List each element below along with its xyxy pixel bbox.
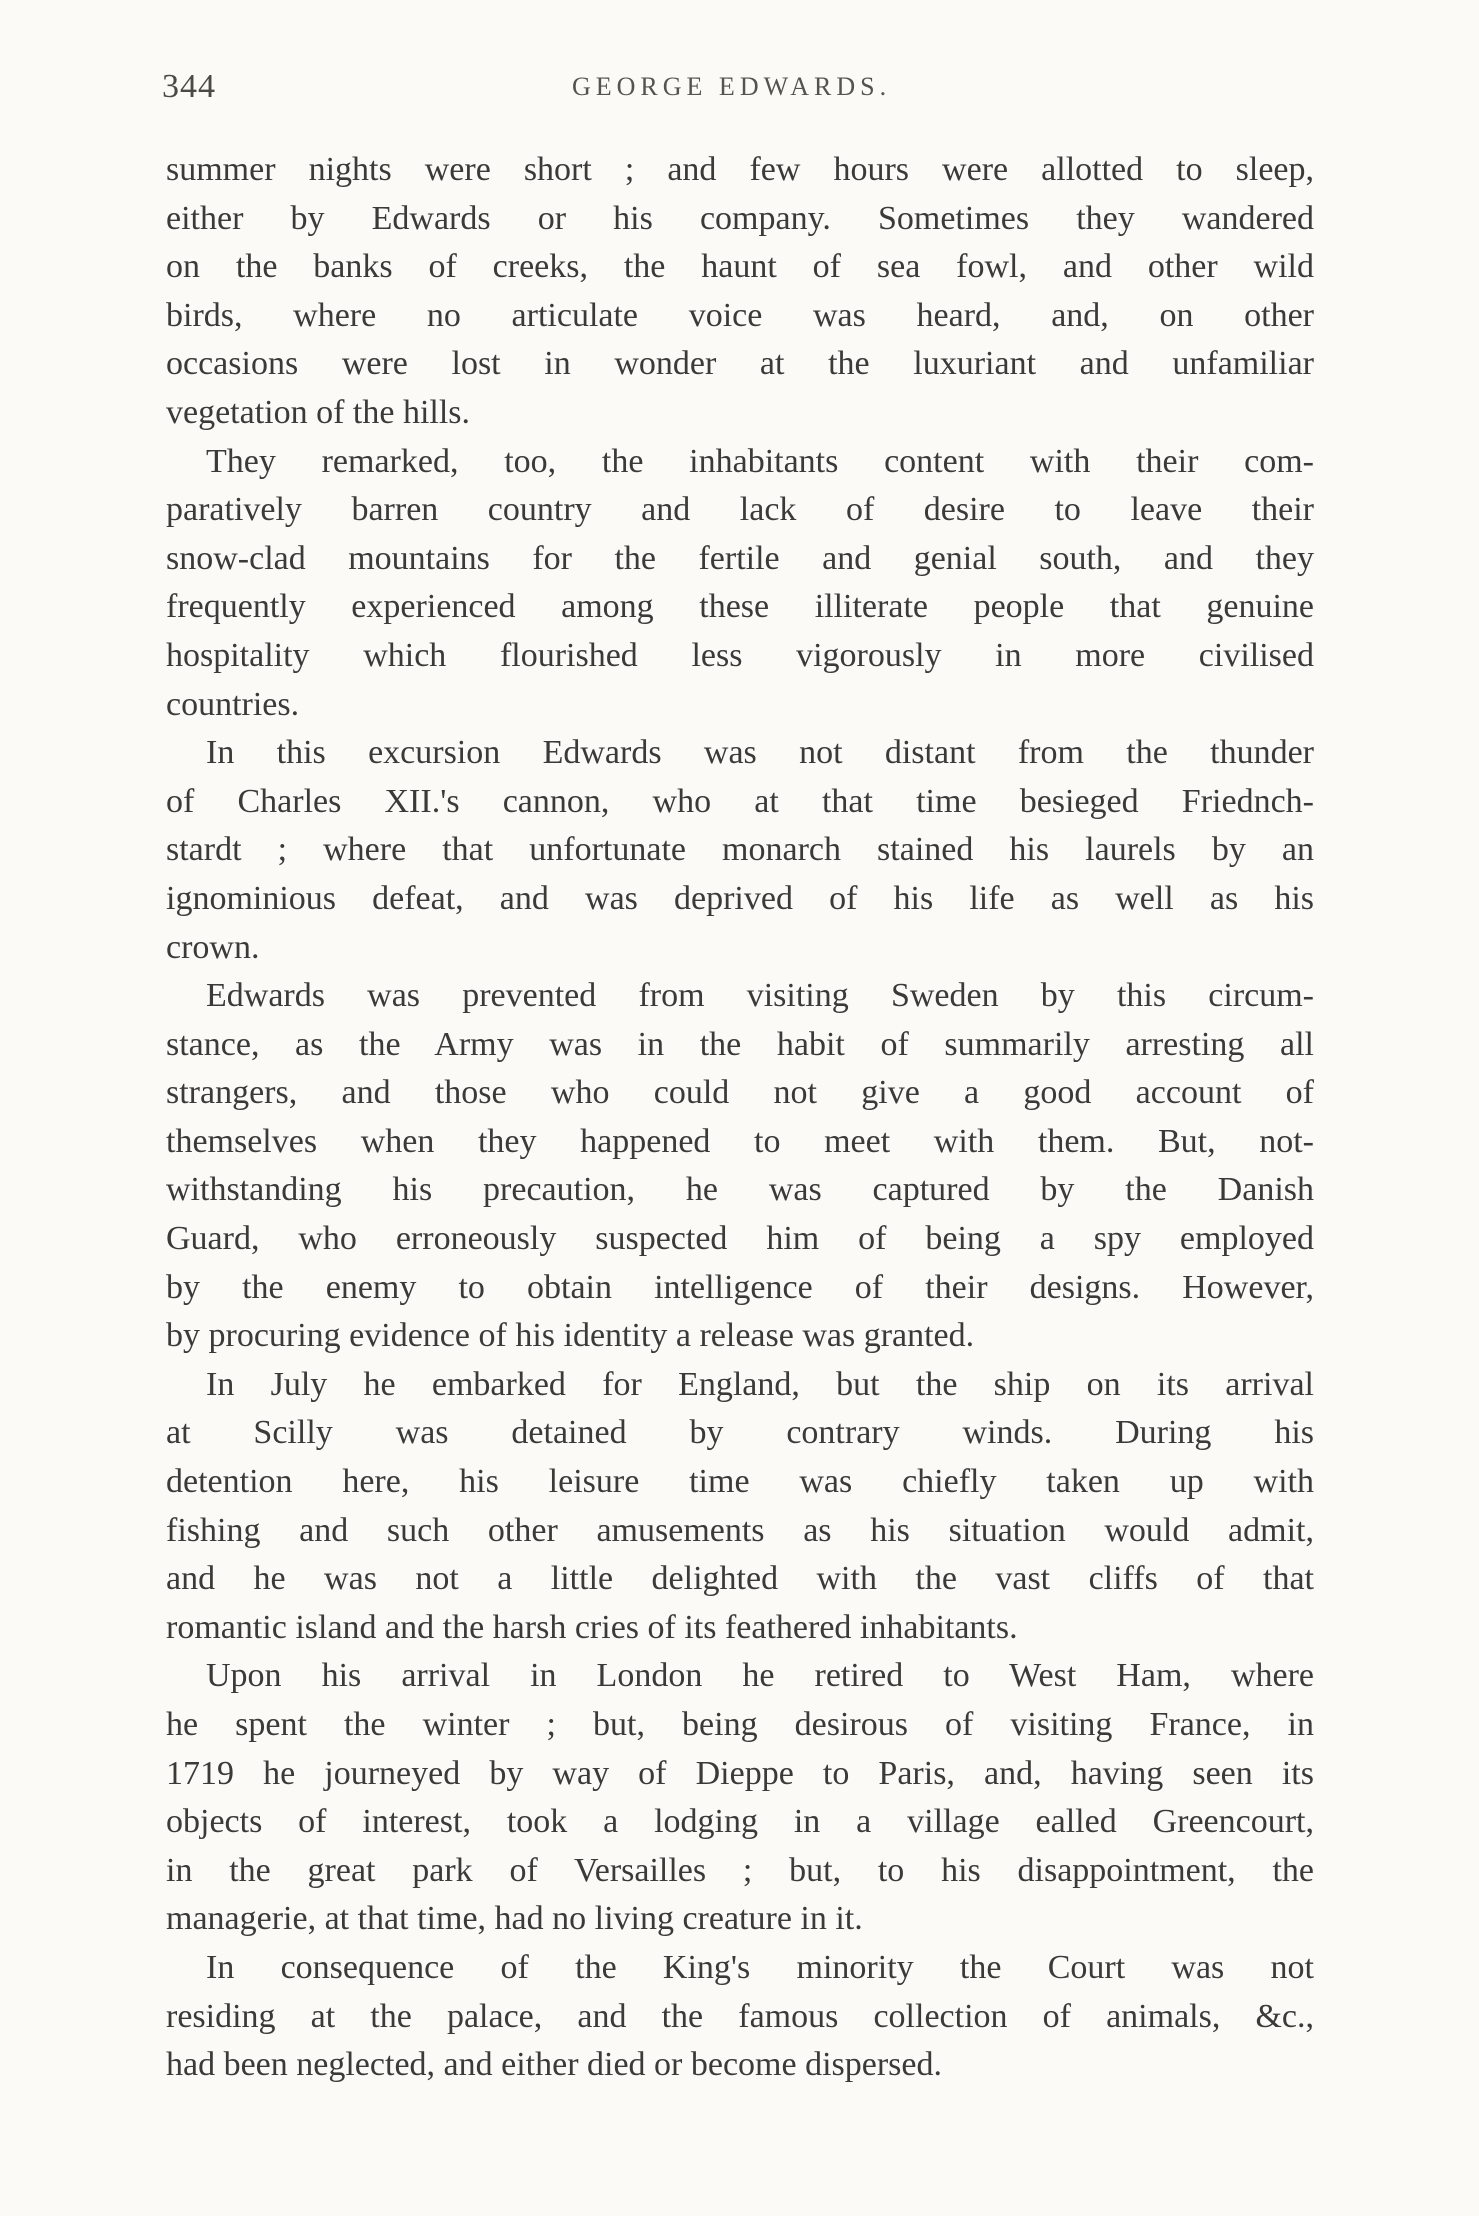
text-line: on the banks of creeks, the haunt of sea fowl, and other wild: [166, 248, 1314, 286]
text-line: had been neglected, and either died or become dispersed.: [166, 2046, 943, 2084]
running-head: GEORGE EDWARDS.: [572, 72, 892, 101]
text-line: and he was not a little delighted with the vast cliffs of that: [166, 1560, 1314, 1598]
text-line: he spent the winter ; but, being desirous of visiting France, in: [166, 1706, 1314, 1743]
text-line: of Charles XII.'s cannon, who at that time besieged Friednch-: [166, 782, 1314, 820]
paragraph: [166, 1361, 1314, 1653]
text-line: either by Edwards or his company. Sometimes they wandered: [166, 199, 1314, 237]
text-line: countries.: [166, 685, 300, 723]
text-line: in the great park of Versailles ; but, to his disappointment, the: [166, 1851, 1314, 1889]
text-line: detention here, his leisure time was chiefly taken up with: [166, 1463, 1314, 1501]
text-line: withstanding his precaution, he was captured by the Danish: [166, 1171, 1314, 1209]
text-line: They remarked, too, the inhabitants content with their com-: [206, 442, 1314, 480]
text-line: In consequence of the King's minority the Court was not: [206, 1948, 1314, 1986]
paragraph: [166, 1652, 1314, 1944]
text-line: stardt ; where that unfortunate monarch stained his laurels by an: [166, 831, 1314, 869]
text-line: snow-clad mountains for the fertile and genial south, and they: [166, 539, 1314, 577]
text-line: by the enemy to obtain intelligence of their designs. However,: [166, 1268, 1314, 1306]
paragraph: [166, 438, 1314, 730]
text-line: vegetation of the hills.: [166, 393, 471, 431]
text-line: Edwards was prevented from visiting Sweden by this circum-: [206, 977, 1314, 1015]
text-line: birds, where no articulate voice was heard, and, on other: [166, 296, 1314, 334]
text-line: romantic island and the harsh cries of its feathered inhabitants.: [166, 1608, 1018, 1646]
text-line: strangers, and those who could not give a good account of: [166, 1074, 1314, 1112]
text-line: objects of interest, took a lodging in a village ealled Greencourt,: [166, 1803, 1314, 1841]
page-number: 344: [162, 68, 216, 105]
text-line: occasions were lost in wonder at the luxuriant and unfamiliar: [166, 345, 1314, 383]
text-line: managerie, at that time, had no living creature in it.: [166, 1900, 863, 1938]
page-header: [162, 62, 1312, 122]
text-line: paratively barren country and lack of desire to leave their: [166, 491, 1314, 529]
paragraph: [166, 1944, 1314, 2090]
paragraph: [166, 729, 1314, 972]
text-line: ignominious defeat, and was deprived of his life as well as his: [166, 879, 1314, 917]
text-line: Upon his arrival in London he retired to West Ham, where: [206, 1657, 1314, 1695]
text-line: hospitality which flourished less vigorously in more civilised: [166, 636, 1314, 674]
paragraph: [166, 146, 1314, 438]
text-line: stance, as the Army was in the habit of summarily arresting all: [166, 1025, 1314, 1063]
text-line: crown.: [166, 928, 260, 966]
text-line: summer nights were short ; and few hours were allotted to sleep,: [166, 151, 1314, 188]
text-line: frequently experienced among these illiterate people that genuine: [166, 588, 1314, 626]
text-line: at Scilly was detained by contrary winds. During his: [166, 1414, 1314, 1452]
text-line: Guard, who erroneously suspected him of being a spy employed: [166, 1220, 1314, 1258]
text-line: residing at the palace, and the famous collection of animals, &c.,: [166, 1997, 1314, 2035]
text-line: In this excursion Edwards was not distant from the thunder: [206, 734, 1314, 772]
text-line: In July he embarked for England, but the ship on its arrival: [206, 1365, 1314, 1403]
text-line: fishing and such other amusements as his situation would admit,: [166, 1511, 1314, 1549]
text-line: 1719 he journeyed by way of Dieppe to Paris, and, having seen its: [166, 1754, 1314, 1792]
text-line: themselves when they happened to meet with them. But, not-: [166, 1122, 1314, 1160]
text-line: by procuring evidence of his identity a release was granted.: [166, 1317, 975, 1355]
body-text: [166, 146, 1314, 2090]
paragraph: [166, 972, 1314, 1361]
